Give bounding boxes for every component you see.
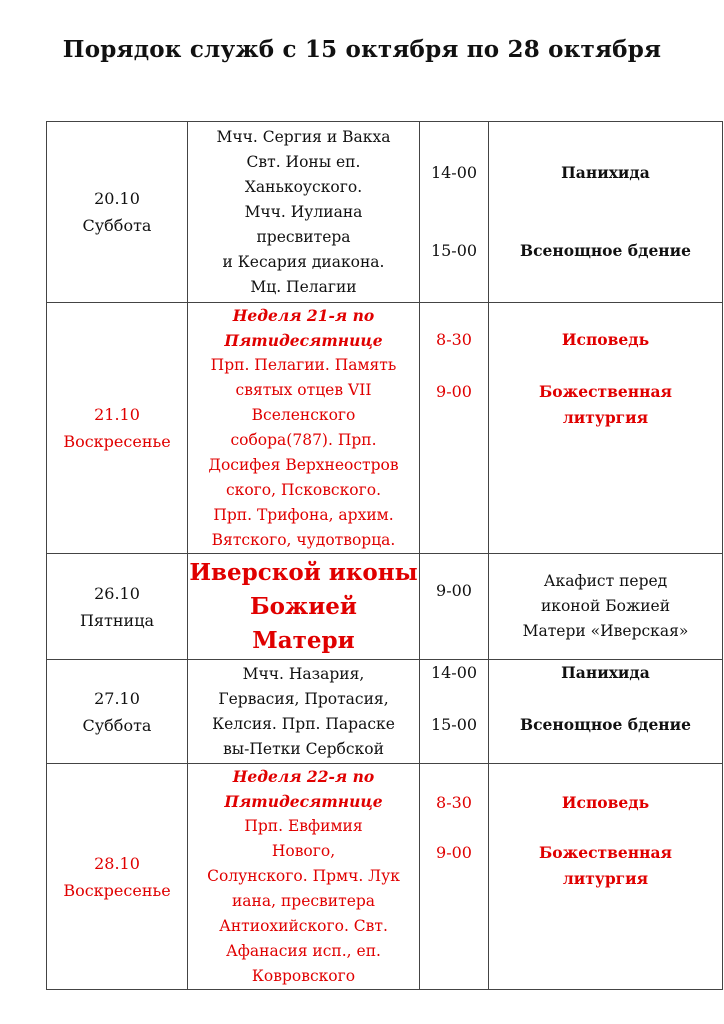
saint-line: Вселенского xyxy=(251,406,356,424)
page-title: Порядок служб с 15 октября по 28 октября xyxy=(62,36,662,63)
times-cell xyxy=(420,122,489,303)
time: 9-00 xyxy=(436,382,472,401)
saint-line: Мчч. Сергия и Вакха xyxy=(216,127,391,146)
times-cell xyxy=(420,554,489,660)
saint-line: святых отцев VII xyxy=(235,381,372,399)
service-line: Акафист перед xyxy=(543,572,668,590)
saint-line: Вятского, чудотворца. xyxy=(211,531,396,549)
date-cell xyxy=(47,554,188,660)
saint-line: Досифея Верхнеостров xyxy=(208,456,399,474)
saints-cell xyxy=(188,764,420,990)
service: Исповедь xyxy=(561,330,650,349)
saint-line: и Кесария диакона. xyxy=(222,252,385,271)
saints-cell xyxy=(188,554,420,660)
date: 21.10 xyxy=(94,405,140,424)
table-row xyxy=(47,303,723,554)
saint-line: Солунского. Прмч. Лук xyxy=(207,867,400,885)
time: 9-00 xyxy=(436,843,472,862)
feast-title-line: Матери xyxy=(252,626,355,654)
service: Панихида xyxy=(561,163,650,182)
date: 26.10 xyxy=(94,583,140,603)
table-row xyxy=(47,660,723,764)
date: 28.10 xyxy=(94,853,140,873)
time: 14-00 xyxy=(430,663,478,682)
saint-line: ского, Псковского. xyxy=(225,481,382,499)
saint-line: иана, пресвитера xyxy=(231,892,376,910)
time: 8-30 xyxy=(436,330,472,349)
saint-line: Келсия. Прп. Параске xyxy=(212,714,395,733)
saints-cell xyxy=(188,122,420,303)
saint-line: Прп. Евфимия xyxy=(244,817,363,835)
saint-line: пресвитера xyxy=(256,227,351,246)
schedule-table xyxy=(46,121,723,990)
service: Исповедь xyxy=(561,793,650,812)
date: 20.10 xyxy=(94,189,140,208)
times-cell xyxy=(420,303,489,554)
table-row xyxy=(47,122,723,303)
saints-cell xyxy=(188,303,420,554)
weekday: Суббота xyxy=(82,715,152,735)
feast-title-line: Иверской иконы xyxy=(189,558,418,586)
table-row xyxy=(47,554,723,660)
saint-line: Нового, xyxy=(271,842,336,860)
feast-line: Пятидесятнице xyxy=(224,792,383,811)
saint-line: Прп. Трифона, архим. xyxy=(213,506,394,524)
time: 15-00 xyxy=(430,241,478,260)
saint-line: Прп. Пелагии. Память xyxy=(210,356,397,374)
time: 8-30 xyxy=(436,793,472,812)
service: Божественная литургия xyxy=(539,382,672,427)
service-line: Матери «Иверская» xyxy=(522,622,689,640)
services-cell xyxy=(489,122,723,303)
feast-title-line: Божией xyxy=(250,592,357,620)
saint-line: Мчч. Иулиана xyxy=(244,202,363,221)
date-cell xyxy=(47,303,188,554)
services-cell xyxy=(489,303,723,554)
date: 27.10 xyxy=(94,688,140,708)
saint-line: Афанасия исп., еп. xyxy=(226,942,381,960)
saints-cell xyxy=(188,660,420,764)
service: Всенощное бдение xyxy=(519,715,692,734)
services-cell xyxy=(489,764,723,990)
saint-line: Мчч. Назария, xyxy=(242,664,365,683)
date-cell xyxy=(47,122,188,303)
feast-line: Неделя 22-я по xyxy=(232,767,375,786)
services-cell xyxy=(489,554,723,660)
times-cell xyxy=(420,660,489,764)
service: Панихида xyxy=(561,663,650,682)
weekday: Воскресенье xyxy=(63,432,171,451)
feast-line: Неделя 21-я по xyxy=(232,306,375,325)
weekday: Воскресенье xyxy=(63,880,171,900)
times-cell xyxy=(420,764,489,990)
services-cell xyxy=(489,660,723,764)
saint-line: Мц. Пелагии xyxy=(250,277,357,296)
service-line: иконой Божией xyxy=(540,597,671,615)
saint-line: вы-Петки Сербской xyxy=(223,739,384,758)
feast-line: Пятидесятнице xyxy=(224,331,383,350)
saint-line: Гервасия, Протасия, xyxy=(218,689,389,708)
service: Божественная литургия xyxy=(539,843,672,888)
time: 9-00 xyxy=(436,581,472,600)
service: Всенощное бдение xyxy=(519,241,692,260)
saint-line: Ханькоуского. xyxy=(244,177,363,196)
date-cell xyxy=(47,660,188,764)
saint-line: Антиохийского. Свт. xyxy=(219,917,388,935)
date-cell xyxy=(47,764,188,990)
time: 15-00 xyxy=(430,715,478,734)
time: 14-00 xyxy=(430,163,478,182)
weekday: Суббота xyxy=(82,216,152,235)
saint-line: собора(787). Прп. xyxy=(230,431,377,449)
weekday: Пятница xyxy=(79,610,155,630)
saint-line: Ковровского xyxy=(251,967,356,985)
saint-line: Свт. Ионы еп. xyxy=(246,152,361,171)
table-row xyxy=(47,764,723,990)
